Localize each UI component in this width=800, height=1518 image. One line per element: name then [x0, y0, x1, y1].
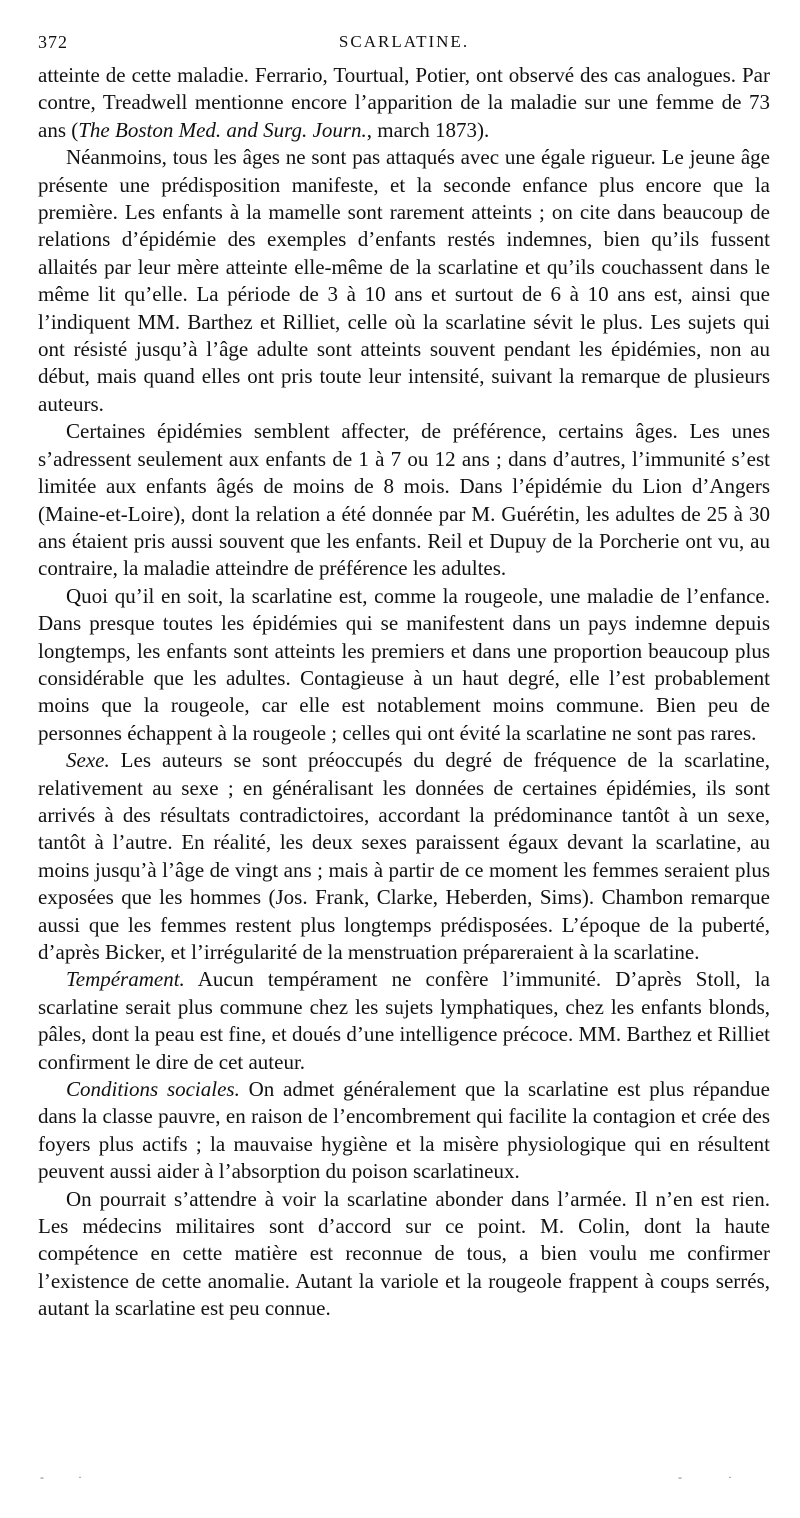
running-title: SCARLATINE. — [338, 32, 470, 51]
paragraph — [38, 62, 770, 144]
paragraph-text: Certaines épidémies semblent affecter, de préférence, certains âges. Les unes s’adressent seulement aux enfants de 1 à 7 ou 12 ans ; dans d’autres, l’immunité s’est limitée aux enfants âgés de moins de 8 mois. Dans l’épidémie du Lion d’Angers (Maine-et-Loire), dont la relation a été donnée par M. Guérétin, les adultes de 25 à 30 ans étaient pris aussi souvent que les enfants. Reil et Dupuy de la Porcherie ont vu, au contraire, la maladie atteindre de préférence les adultes. — [38, 419, 770, 581]
paragraph-text: , march 1873). — [366, 117, 490, 142]
footer-mark: · — [78, 1470, 82, 1484]
footer-mark: - — [678, 1470, 682, 1484]
footer-marks — [38, 1470, 770, 1484]
paragraph — [38, 583, 770, 747]
page — [38, 28, 770, 1323]
paragraph — [38, 418, 770, 582]
paragraph — [38, 144, 770, 418]
paragraph — [38, 1076, 770, 1186]
paragraph-text: Néanmoins, tous les âges ne sont pas attaqués avec une égale rigueur. Le jeune âge présente une prédisposition manifeste, et la seconde enfance plus encore que la première. Les enfants à la mamelle sont rarement atteints ; on cite dans beaucoup de relations d’épidémie des exemples d’enfants restés indemnes, bien qu’ils fussent allaités par leur mère atteinte elle-même de la scarlatine et qu’ils couchassent dans le même lit qu’elle. La période de 3 à 10 ans et surtout de 6 à 10 ans est, ainsi que l’indiquent MM. Barthez et Rilliet, celle où la scarlatine sévit le plus. Les sujets qui ont résisté jusqu’à l’âge adulte sont atteints souvent pendant les épidémies, non au début, mais quand elles ont pris toute leur intensité, suivant la remarque de plusieurs auteurs. — [38, 145, 770, 416]
paragraph-text: On admet généralement que la scarlatine est plus répandue dans la classe pauvre, en raison de l’encombrement qui facilite la contagion et crée des foyers plus actifs ; la mauvaise hygiène et la misère physiologique qui en résultent peuvent aussi aider à l’absorption du poison scarlatineux. — [38, 1077, 771, 1184]
journal-citation: The Boston Med. and Surg. Journ. — [78, 117, 367, 142]
paragraph-text: Aucun tempérament ne confère l’immunité. D’après Stoll, la scarlatine serait plus commune chez les sujets lymphatiques, chez les enfants blonds, pâles, dont la peau est fine, et doués d’une intelligence précoce. MM. Barthez et Rilliet confirment le dire de cet auteur. — [38, 967, 770, 1074]
running-head — [38, 28, 770, 62]
paragraph-text: On pourrait s’attendre à voir la scarlatine abonder dans l’armée. Il n’en est rien. Les médecins militaires sont d’accord sur ce point. M. Colin, dont la haute compétence en cette matière est reconnue de tous, a bien voulu me confirmer l’existence de cette anomalie. Autant la variole et la rougeole frappent à coups serrés, autant la scarlatine est peu connue. — [38, 1186, 770, 1321]
page-number: 372 — [38, 32, 68, 52]
paragraph-text: Les auteurs se sont préoccupés du degré de fréquence de la scarlatine, relativement au sexe ; en généralisant les données de certaines épidémies, ils sont arrivés à des résultats contradictoires, accordant la prédominance tantôt à un sexe, tantôt à l’autre. En réalité, les deux sexes paraissent égaux devant la scarlatine, au moins jusqu’à l’âge de vingt ans ; mais à partir de ce moment les femmes seraient plus exposées que les hommes (Jos. Frank, Clarke, Heberden, Sims). Chambon remarque aussi que les femmes restent plus longtemps prédisposées. L’époque de la puberté, d’après Bicker, et l’irrégularité de la menstruation prépareraient à la scarlatine. — [38, 748, 770, 964]
section-title: Sexe. — [66, 748, 110, 773]
paragraph — [38, 1186, 770, 1323]
paragraph-text: atteinte de cette maladie. Ferrario, Tourtual, Potier, ont observé des cas analogues. Par contre, Treadwell mentionne encore l’apparition de la maladie sur une femme de 73 ans ( — [38, 63, 770, 142]
section-title: Tempérament. — [66, 967, 185, 992]
footer-mark: - — [40, 1470, 44, 1484]
paragraph — [38, 966, 770, 1076]
section-title: Conditions sociales. — [66, 1077, 240, 1102]
body-text — [38, 62, 770, 1323]
paragraph — [38, 747, 770, 966]
footer-mark: · — [728, 1470, 732, 1484]
paragraph-text: Quoi qu’il en soit, la scarlatine est, comme la rougeole, une maladie de l’enfance. Dans presque toutes les épidémies qui se manifestent dans un pays indemne depuis longtemps, les enfants sont atteints les premiers et dans une proportion beaucoup plus considérable que les adultes. Contagieuse à un haut degré, elle l’est probablement moins que la rougeole, car elle est notablement moins commune. Bien peu de personnes échappent à la rougeole ; celles qui ont évité la scarlatine ne sont pas rares. — [38, 583, 770, 745]
